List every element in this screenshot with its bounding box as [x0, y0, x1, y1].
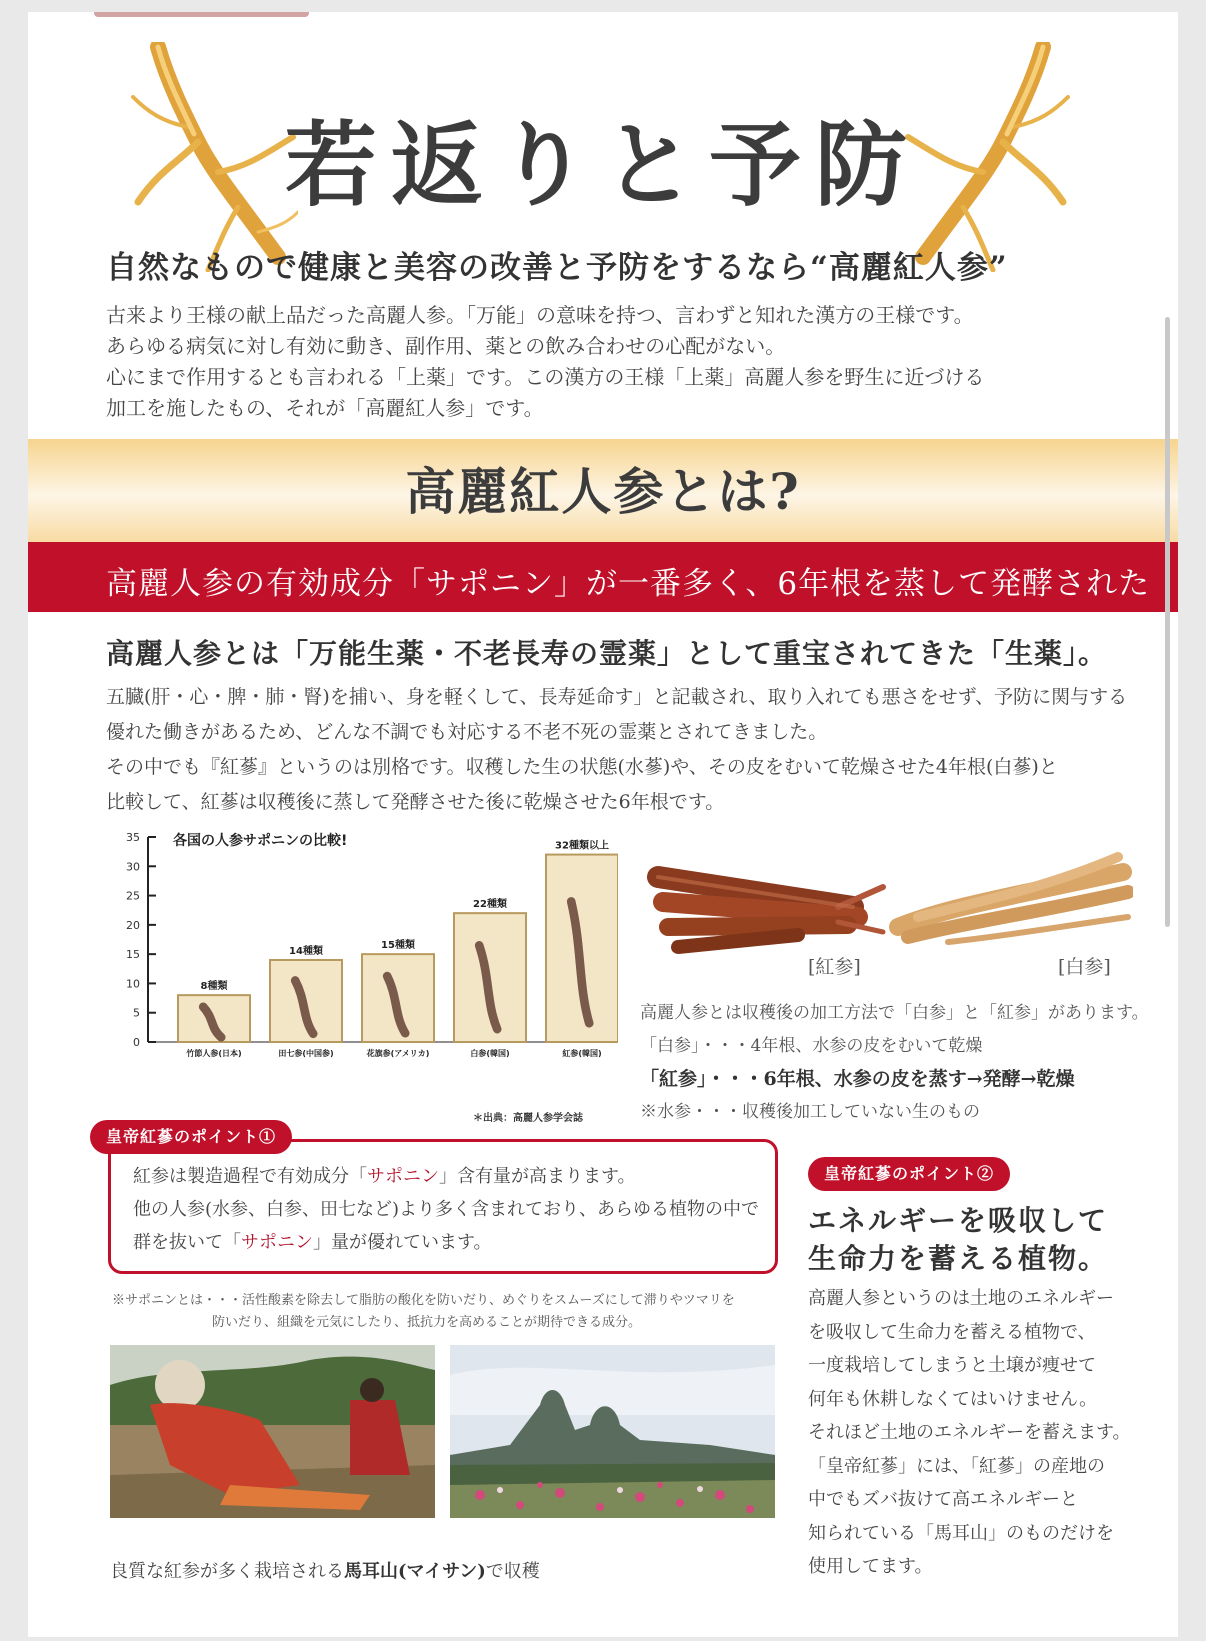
water-ginseng-note: ※水参・・・収穫後加工していない生のもの — [640, 1102, 980, 1122]
point1-text — [133, 1160, 759, 1259]
bar-value-label: 14種類 — [289, 946, 323, 957]
point2-heading — [808, 1202, 1108, 1278]
category-label: 紅参(韓国) — [562, 1049, 602, 1058]
processing-intro: 高麗人参とは収穫後の加工方法で「白参」と「紅参」があります。 — [640, 1003, 1149, 1023]
caption-place-name: 馬耳山(マイサン) — [344, 1561, 486, 1582]
heading-line: 生命力を蓄える植物。 — [808, 1242, 1109, 1275]
text-segment: 」量が優れています。 — [313, 1232, 492, 1253]
point2-badge: 皇帝紅蔘のポイント② — [808, 1157, 1010, 1191]
red-ginseng-note: 「紅参」・・・6年根、水参の皮を蒸す→発酵→乾燥 — [640, 1068, 1075, 1090]
top-tab-indicator — [94, 12, 309, 17]
saponin-comparison-chart — [98, 827, 618, 1117]
heading-line: エネルギーを吸収して — [808, 1204, 1109, 1237]
category-label: 田七参(中国参) — [278, 1049, 334, 1058]
point1-line — [133, 1226, 759, 1259]
text-segment: 群を抜いて「 — [133, 1232, 241, 1253]
chart-title: 各国の人参サポニンの比較! — [173, 833, 348, 849]
harvest-photo — [110, 1345, 435, 1518]
section-body — [106, 680, 1127, 820]
y-tick-label: 5 — [133, 1006, 140, 1020]
main-title: 若返りと予防 — [284, 111, 921, 219]
y-tick-label: 15 — [126, 948, 140, 962]
body-line: その中でも『紅蔘』というのは別格です。収穫した生の状態(水蔘)や、その皮をむいて乾燥させた4年根(白蔘)と — [106, 756, 1058, 778]
section-title: 高麗紅人参とは? — [405, 462, 801, 521]
point2-body — [808, 1282, 1131, 1584]
intro-paragraph — [106, 300, 984, 424]
white-ginseng-photo — [888, 847, 1133, 957]
footnote-line: ※サポニンとは・・・活性酸素を除去して脂肪の酸化を防いだり、めぐりをスムーズにして滞りやツマリを — [112, 1293, 735, 1308]
y-tick-label: 30 — [126, 860, 140, 874]
banner-text: 高麗人参の有効成分「サポニン」が一番多く、6年根を蒸して発酵されたもの — [106, 566, 1151, 647]
category-label: 白参(韓国) — [470, 1049, 510, 1058]
point1-badge: 皇帝紅蔘のポイント① — [90, 1120, 292, 1154]
red-ginseng-label: [紅参] — [808, 956, 861, 978]
text-segment: 」含有量が高まります。 — [439, 1166, 636, 1187]
caption-segment: で収穫 — [485, 1561, 540, 1582]
body-line: を吸収して生命力を蓄える植物で、 — [808, 1321, 1096, 1343]
white-ginseng-label: [白参] — [1058, 956, 1111, 978]
scrollbar[interactable] — [1165, 317, 1170, 927]
saponin-highlight: サポニン — [367, 1166, 439, 1187]
bar-value-label: 32種類以上 — [555, 840, 609, 852]
body-line: 高麗人参というのは土地のエネルギー — [808, 1288, 1114, 1309]
maisan-mountain-photo — [450, 1345, 775, 1518]
body-line: 五臓(肝・心・脾・肺・腎)を捕い、身を軽くして、長寿延命す」と記載され、取り入れても悪さをせず、予防に関与する — [106, 686, 1128, 708]
y-tick-label: 20 — [126, 918, 140, 932]
y-tick-label: 25 — [126, 889, 140, 903]
point1-line: 他の人参(水参、白参、田七など)より多く含まれており、あらゆる植物の中で — [133, 1199, 760, 1220]
category-label: 花旗参(アメリカ) — [366, 1049, 430, 1058]
page — [28, 12, 1178, 1637]
body-line: 使用してます。 — [808, 1556, 933, 1577]
body-line: 何年も休耕しなくてはいけません。 — [808, 1388, 1098, 1410]
section-heading: 高麗人参とは「万能生薬・不老長寿の霊薬」として重宝されてきた「生薬」。 — [106, 637, 1108, 670]
white-ginseng-note: 「白参」・・・4年根、水参の皮をむいて乾燥 — [640, 1036, 983, 1056]
bar-value-label: 22種類 — [473, 899, 507, 911]
point1-line — [133, 1160, 759, 1193]
body-line: 比較して、紅蔘は収穫後に蒸して発酵させた後に乾燥させた6年根です。 — [106, 791, 725, 813]
footnote-line: 防いだり、組織を元気にしたり、抵抗力を高めることが期待できる成分。 — [212, 1315, 642, 1330]
processing-notes — [640, 997, 1149, 1129]
body-line: 「皇帝紅蔘」には、「紅蔘」の産地の — [808, 1455, 1105, 1477]
intro-line: 古来より王様の献上品だった高麗人参。「万能」の意味を持つ、言わずと知れた漢方の王様です。 — [106, 303, 974, 327]
body-line: 知られている「馬耳山」のものだけを — [808, 1522, 1114, 1544]
y-tick-label: 10 — [126, 977, 140, 991]
subtitle: 自然なもので健康と美容の改善と予防をするなら“高麗紅人参” — [106, 250, 1008, 286]
body-line: 一度栽培してしまうと土壌が痩せて — [808, 1355, 1096, 1376]
saponin-highlight: サポニン — [241, 1232, 313, 1253]
text-segment: 紅参は製造過程で有効成分「 — [133, 1166, 367, 1187]
bar-value-label: 8種類 — [200, 981, 228, 993]
body-line: それほど土地のエネルギーを蓄えます。 — [808, 1422, 1131, 1443]
body-line: 優れた働きがあるため、どんな不調でも対応する不老不死の霊薬とされてきました。 — [106, 721, 828, 743]
bar-value-label: 15種類 — [381, 940, 415, 952]
chart-source: ＊出典：高麗人参学会誌 — [473, 1113, 583, 1124]
category-label: 竹節人参(日本) — [186, 1049, 242, 1058]
caption-segment: 良質な紅参が多く栽培される — [110, 1561, 344, 1582]
photo-caption — [110, 1557, 540, 1583]
saponin-footnote — [112, 1290, 735, 1334]
intro-line: 心にまで作用するとも言われる「上薬」です。この漢方の王様「上薬」高麗人参を野生に近づける — [106, 365, 985, 389]
y-tick-label: 35 — [126, 831, 140, 844]
body-line: 中でもズバ抜けて高エネルギーと — [808, 1489, 1078, 1510]
y-tick-label: 0 — [133, 1036, 140, 1049]
intro-line: あらゆる病気に対し有効に動き、副作用、薬との飲み合わせの心配がない。 — [106, 334, 786, 358]
intro-line: 加工を施したもの、それが「高麗紅人参」です。 — [106, 396, 544, 420]
red-ginseng-photo — [638, 847, 888, 957]
